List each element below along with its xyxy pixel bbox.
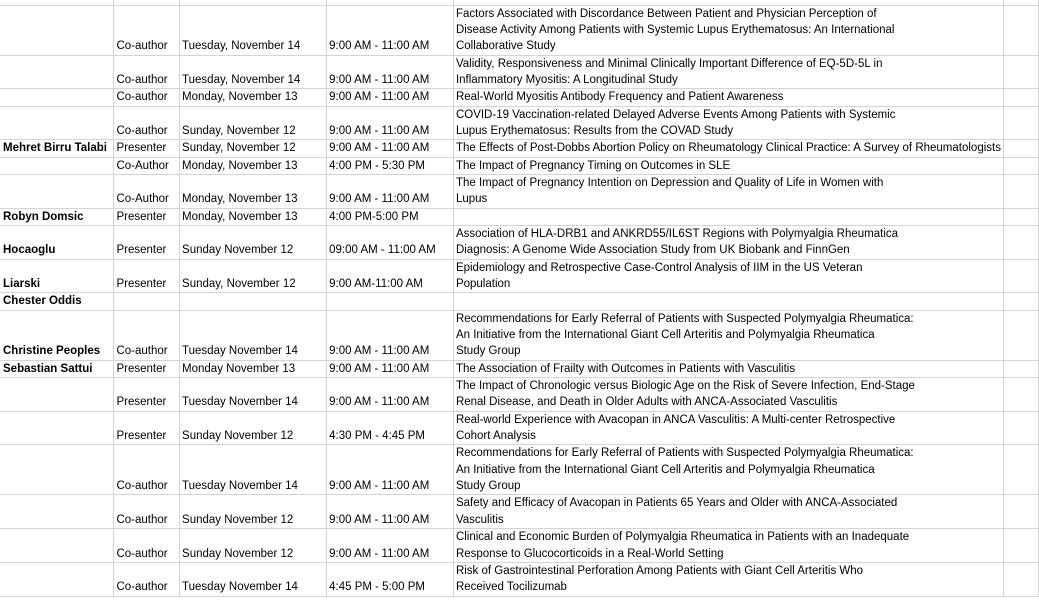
name-cell[interactable]: Hocaoglu <box>0 225 114 259</box>
table-row <box>0 55 1039 89</box>
date-cell[interactable]: Sunday November 12 <box>180 529 327 563</box>
role-cell[interactable]: Presenter <box>114 140 180 157</box>
title-line: Disease Activity Among Patients with Systemic Lupus Erythematosus: An International <box>455 23 895 36</box>
title-line: An Initiative from the International Giant Cell Arteritis and Polymyalgia Rheumatica <box>455 329 875 342</box>
role-cell[interactable]: Co-author <box>114 106 180 140</box>
empty-cell[interactable] <box>1003 293 1038 310</box>
role-cell[interactable]: Presenter <box>114 259 180 293</box>
time-cell[interactable]: 9:00 AM - 11:00 AM <box>327 106 454 140</box>
role-cell[interactable]: Co-author <box>114 5 180 55</box>
empty-cell[interactable] <box>1003 259 1038 293</box>
time-cell[interactable]: 9:00 AM - 11:00 AM <box>327 140 454 157</box>
title-line: Lupus Erythematosus: Results from the COVAD Study <box>455 124 734 137</box>
title-cell[interactable] <box>453 225 1003 259</box>
name-cell[interactable] <box>0 529 114 563</box>
empty-cell[interactable] <box>1003 411 1038 445</box>
date-cell[interactable]: Monday, November 13 <box>180 89 327 106</box>
date-cell[interactable] <box>180 293 327 310</box>
title-line: Real-World Myositis Antibody Frequency and Patient Awareness <box>455 91 784 104</box>
title-line: The Impact of Pregnancy Intention on Depression and Quality of Life in Women with <box>455 176 884 189</box>
title-line: Study Group <box>455 345 521 358</box>
title-cell[interactable] <box>453 106 1003 140</box>
name-cell[interactable]: Sebastian Sattui <box>0 360 114 377</box>
role-cell[interactable]: Co-Author <box>114 157 180 174</box>
title-cell[interactable] <box>453 360 1003 377</box>
table-row <box>0 89 1039 106</box>
table-row <box>0 562 1039 596</box>
title-cell[interactable] <box>453 259 1003 293</box>
title-cell[interactable] <box>453 89 1003 106</box>
role-cell[interactable]: Presenter <box>114 378 180 412</box>
title-cell[interactable] <box>453 562 1003 596</box>
time-cell[interactable]: 9:00 AM - 11:00 AM <box>327 89 454 106</box>
empty-cell[interactable] <box>1003 208 1038 225</box>
time-cell[interactable]: 4:00 PM-5:00 PM <box>327 208 454 225</box>
date-cell[interactable]: Monday, November 13 <box>180 208 327 225</box>
name-cell[interactable] <box>0 411 114 445</box>
time-cell[interactable]: 9:00 AM - 11:00 AM <box>327 55 454 89</box>
empty-cell[interactable] <box>1003 495 1038 529</box>
date-cell[interactable]: Sunday, November 12 <box>180 259 327 293</box>
title-line: Cohort Analysis <box>455 430 536 443</box>
role-cell[interactable]: Co-author <box>114 495 180 529</box>
title-line: The Association of Frailty with Outcomes in Patients with Vasculitis <box>455 362 796 375</box>
title-line: Renal Disease, and Death in Older Adults with ANCA-Associated Vasculitis <box>455 396 838 409</box>
date-cell[interactable]: Tuesday, November 14 <box>180 55 327 89</box>
role-cell[interactable]: Co-author <box>114 562 180 596</box>
title-line: The Effects of Post-Dobbs Abortion Policy on Rheumatology Clinical Practice: A Survey of Rheumatologists <box>455 142 1001 155</box>
time-cell[interactable]: 9:00 AM - 11:00 AM <box>327 360 454 377</box>
empty-cell[interactable] <box>1003 174 1038 208</box>
title-cell[interactable] <box>453 157 1003 174</box>
role-cell[interactable]: Co-author <box>114 529 180 563</box>
title-line: Risk of Gastrointestinal Perforation Among Patients with Giant Cell Arteritis Who <box>455 564 864 577</box>
title-cell[interactable] <box>453 529 1003 563</box>
title-line: Clinical and Economic Burden of Polymyalgia Rheumatica in Patients with an Inadequate <box>455 531 910 544</box>
title-cell[interactable] <box>453 174 1003 208</box>
name-cell[interactable]: Chester Oddis <box>0 293 114 310</box>
date-cell[interactable]: Tuesday November 14 <box>180 378 327 412</box>
name-cell[interactable] <box>0 89 114 106</box>
time-cell[interactable]: 9:00 AM - 11:00 AM <box>327 310 454 360</box>
title-line: Real-world Experience with Avacopan in ANCA Vasculitis: A Multi-center Retrospective <box>455 413 896 426</box>
title-cell[interactable] <box>453 5 1003 55</box>
role-cell[interactable]: Co-author <box>114 445 180 495</box>
name-cell[interactable]: Christine Peoples <box>0 310 114 360</box>
empty-cell[interactable] <box>1003 225 1038 259</box>
title-line: Association of HLA-DRB1 and ANKRD55/IL6ST Regions with Polymyalgia Rheumatica <box>455 227 899 240</box>
time-cell[interactable]: 9:00 AM - 11:00 AM <box>327 495 454 529</box>
time-cell[interactable]: 9:00 AM - 11:00 AM <box>327 174 454 208</box>
empty-cell[interactable] <box>1003 106 1038 140</box>
time-cell[interactable]: 9:00 AM - 11:00 AM <box>327 529 454 563</box>
time-cell[interactable]: 4:45 PM - 5:00 PM <box>327 562 454 596</box>
role-cell[interactable]: Presenter <box>114 225 180 259</box>
table-row <box>0 378 1039 412</box>
title-line: Population <box>455 278 511 290</box>
title-cell[interactable] <box>453 208 1003 225</box>
date-cell[interactable]: Tuesday, November 14 <box>180 5 327 55</box>
empty-cell[interactable] <box>1003 140 1038 157</box>
table-row <box>0 310 1039 360</box>
empty-cell[interactable] <box>1003 360 1038 377</box>
role-cell[interactable]: Co-author <box>114 55 180 89</box>
table-row <box>0 225 1039 259</box>
empty-cell[interactable] <box>1003 529 1038 563</box>
name-cell[interactable] <box>0 55 114 89</box>
title-cell[interactable] <box>453 55 1003 89</box>
name-cell[interactable] <box>0 174 114 208</box>
title-line: Response to Glucocorticoids in a Real-World Setting <box>455 547 724 560</box>
title-cell[interactable] <box>453 495 1003 529</box>
empty-cell[interactable] <box>1003 89 1038 106</box>
role-cell[interactable]: Co-author <box>114 310 180 360</box>
role-cell[interactable]: Co-author <box>114 89 180 106</box>
empty-cell[interactable] <box>1003 55 1038 89</box>
title-line: COVID-19 Vaccination-related Delayed Adverse Events Among Patients with Systemic <box>455 108 896 121</box>
table-row <box>0 259 1039 293</box>
time-cell[interactable]: 09:00 AM - 11:00 AM <box>327 225 454 259</box>
table-row <box>0 174 1039 208</box>
title-line: Epidemiology and Retrospective Case-Control Analysis of IIM in the US Veteran <box>455 261 863 274</box>
title-line: Factors Associated with Discordance Between Patient and Physician Perception of <box>455 7 877 20</box>
table-row <box>0 5 1039 55</box>
time-cell[interactable]: 4:30 PM - 4:45 PM <box>327 411 454 445</box>
time-cell[interactable]: 9:00 AM-11:00 AM <box>327 259 454 293</box>
date-cell[interactable]: Tuesday November 14 <box>180 310 327 360</box>
title-cell[interactable] <box>453 378 1003 412</box>
empty-cell[interactable] <box>1003 445 1038 495</box>
name-cell[interactable]: Robyn Domsic <box>0 208 114 225</box>
role-cell[interactable]: Presenter <box>114 411 180 445</box>
name-cell[interactable] <box>0 157 114 174</box>
date-cell[interactable]: Sunday November 12 <box>180 495 327 529</box>
date-cell[interactable]: Monday, November 13 <box>180 174 327 208</box>
table-row <box>0 445 1039 495</box>
name-cell[interactable] <box>0 445 114 495</box>
date-cell[interactable]: Sunday, November 12 <box>180 140 327 157</box>
title-cell[interactable] <box>453 293 1003 310</box>
title-line: Diagnosis: A Genome Wide Association Study from UK Biobank and FinnGen <box>455 244 850 257</box>
title-cell[interactable] <box>453 140 1003 157</box>
time-cell[interactable] <box>327 293 454 310</box>
title-line: The Impact of Pregnancy Timing on Outcomes in SLE <box>455 159 731 172</box>
table-row <box>0 293 1039 310</box>
date-cell[interactable]: Tuesday November 14 <box>180 562 327 596</box>
title-line: Recommendations for Early Referral of Patients with Suspected Polymyalgia Rheumatica: <box>455 312 914 325</box>
name-cell[interactable] <box>0 378 114 412</box>
role-cell[interactable] <box>114 293 180 310</box>
title-line: Recommendations for Early Referral of Patients with Suspected Polymyalgia Rheumatica: <box>455 447 914 460</box>
name-cell[interactable]: Mehret Birru Talabi <box>0 140 114 157</box>
title-line: Inflammatory Myositis: A Longitudinal Study <box>455 73 678 86</box>
table-row <box>0 529 1039 563</box>
table-row <box>0 208 1039 225</box>
name-cell[interactable] <box>0 562 114 596</box>
title-cell[interactable] <box>453 445 1003 495</box>
name-cell[interactable] <box>0 495 114 529</box>
time-cell[interactable]: 4:00 PM - 5:30 PM <box>327 157 454 174</box>
date-cell[interactable]: Tuesday November 14 <box>180 445 327 495</box>
title-line: Received Tocilizumab <box>455 581 567 594</box>
title-cell[interactable] <box>453 310 1003 360</box>
role-cell[interactable]: Presenter <box>114 360 180 377</box>
empty-cell[interactable] <box>1003 5 1038 55</box>
title-line: Safety and Efficacy of Avacopan in Patients 65 Years and Older with ANCA-Associated <box>455 497 898 510</box>
title-line: Validity, Responsiveness and Minimal Clinically Important Difference of EQ-5D-5L in <box>455 57 883 70</box>
title-line: An Initiative from the International Giant Cell Arteritis and Polymyalgia Rheumatica <box>455 463 875 476</box>
title-line <box>456 209 1001 225</box>
title-cell[interactable] <box>453 411 1003 445</box>
time-cell[interactable]: 9:00 AM - 11:00 AM <box>327 445 454 495</box>
empty-cell[interactable] <box>1003 157 1038 174</box>
empty-cell[interactable] <box>1003 310 1038 360</box>
date-cell[interactable]: Sunday November 12 <box>180 411 327 445</box>
role-cell[interactable]: Co-Author <box>114 174 180 208</box>
title-line <box>456 293 1001 309</box>
table-row <box>0 140 1039 157</box>
time-cell[interactable]: 9:00 AM - 11:00 AM <box>327 378 454 412</box>
table-row <box>0 106 1039 140</box>
table-row <box>0 157 1039 174</box>
name-cell[interactable] <box>0 5 114 55</box>
time-cell[interactable]: 9:00 AM - 11:00 AM <box>327 5 454 55</box>
empty-cell[interactable] <box>1003 562 1038 596</box>
role-cell[interactable]: Presenter <box>114 208 180 225</box>
table-row <box>0 360 1039 377</box>
empty-cell[interactable] <box>1003 378 1038 412</box>
name-cell[interactable]: Liarski <box>0 259 114 293</box>
title-line: Vasculitis <box>455 513 504 526</box>
title-line: Study Group <box>455 480 521 493</box>
date-cell[interactable]: Monday, November 13 <box>180 157 327 174</box>
date-cell[interactable]: Monday November 13 <box>180 360 327 377</box>
table-row <box>0 411 1039 445</box>
date-cell[interactable]: Sunday, November 12 <box>180 106 327 140</box>
title-line: The Impact of Chronologic versus Biologic Age on the Risk of Severe Infection, End-Stage <box>455 380 915 393</box>
date-cell[interactable]: Sunday November 12 <box>180 225 327 259</box>
table-row <box>0 495 1039 529</box>
name-cell[interactable] <box>0 106 114 140</box>
title-line: Collaborative Study <box>455 40 556 53</box>
title-line: Lupus <box>455 193 488 206</box>
